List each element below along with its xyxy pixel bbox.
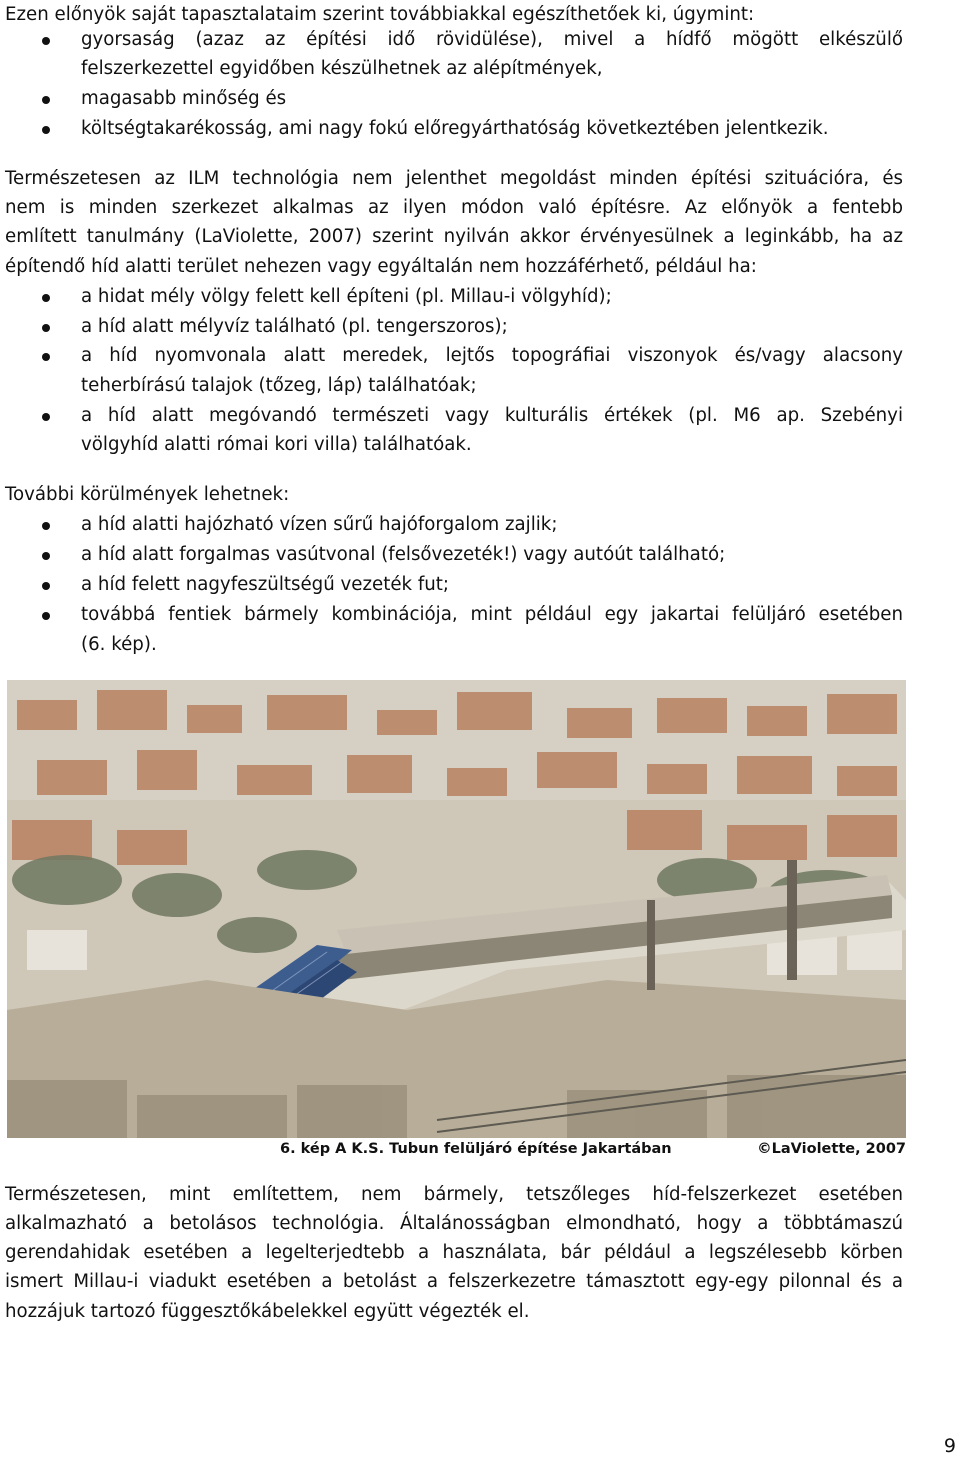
- paragraph-line: ismert Millau-i viadukt esetében a betolást a felszerkezetre támasztott egy-egy pilonnal és a: [5, 1271, 903, 1292]
- condition-item-cont: teherbírású talajok (tőzeg, láp) találhatóak;: [81, 375, 477, 396]
- bridge-construction-photo: [7, 680, 906, 1138]
- paragraph-line: gerendahidak esetében a legelterjedtebb a használata, bár például a legszélesebb körben: [5, 1242, 903, 1263]
- paragraph-line: Természetesen az ILM technológia nem jelenthet megoldást minden építési szituációra, és: [5, 168, 903, 189]
- bullet-dot: [42, 294, 50, 302]
- bullet-dot: [42, 324, 50, 332]
- photo-illustration: [7, 680, 906, 1138]
- paragraph-line: építendő híd alatti terület nehezen vagy egyáltalán nem hozzáférhető, például ha:: [5, 256, 757, 277]
- list-item-cost: költségtakarékosság, ami nagy fokú előregyárthatóság következtében jelentkezik.: [81, 118, 829, 139]
- list-item-speed-cont: felszerkezettel egyidőben készülhetnek az alépítmények,: [81, 58, 603, 79]
- list-item-speed: gyorsaság (azaz az építési idő rövidülése), mivel a hídfő mögött elkészülő: [81, 29, 903, 50]
- bullet-dot: [42, 126, 50, 134]
- circumstance-item: továbbá fentiek bármely kombinációja, mint például egy jakartai felüljáró esetében: [81, 604, 903, 625]
- paragraph-line: említett tanulmány (LaViolette, 2007) szerint nyilván akkor érvényesülnek a leginkább, ha az: [5, 226, 903, 247]
- paragraph-line: További körülmények lehetnek:: [5, 484, 290, 505]
- condition-item: a híd nyomvonala alatt meredek, lejtős topográfiai viszonyok és/vagy alacsony: [81, 345, 903, 366]
- paragraph-line: alkalmazható a betolásos technológia. Általánosságban elmondható, hogy a többtámaszú: [5, 1213, 903, 1234]
- intro-line: Ezen előnyök saját tapasztalataim szerint továbbiakkal egészíthetőek ki, úgymint:: [5, 4, 755, 25]
- paragraph-line: hozzájuk tartozó függesztőkábelekkel együtt végezték el.: [5, 1301, 530, 1322]
- circumstance-item: a híd felett nagyfeszültségű vezeték fut;: [81, 574, 450, 595]
- bullet-dot: [42, 37, 50, 45]
- circumstance-item: a híd alatti hajózható vízen sűrű hajóforgalom zajlik;: [81, 514, 558, 535]
- bullet-dot: [42, 582, 50, 590]
- list-item-quality: magasabb minőség és: [81, 88, 287, 109]
- circumstance-item: a híd alatt forgalmas vasútvonal (felsővezeték!) vagy autóút található;: [81, 544, 726, 565]
- condition-item: a híd alatt megóvandó természeti vagy kulturális értékek (pl. M6 ap. Szebényi: [81, 405, 903, 426]
- bullet-dot: [42, 96, 50, 104]
- bullet-dot: [42, 552, 50, 560]
- bullet-dot: [42, 353, 50, 361]
- bullet-dot: [42, 522, 50, 530]
- condition-item: a híd alatt mélyvíz található (pl. tengerszoros);: [81, 316, 508, 337]
- bullet-dot: [42, 612, 50, 620]
- circumstance-item-cont: (6. kép).: [81, 634, 157, 655]
- paragraph-line: Természetesen, mint említettem, nem bármely, tetszőleges híd-felszerkezet esetében: [5, 1184, 903, 1205]
- figure-credit: ©LaViolette, 2007: [757, 1141, 906, 1157]
- condition-item-cont: völgyhíd alatti római kori villa) találhatóak.: [81, 434, 472, 455]
- bullet-dot: [42, 413, 50, 421]
- condition-item: a hidat mély völgy felett kell építeni (pl. Millau-i völgyhíd);: [81, 286, 612, 307]
- paragraph-line: nem is minden szerkezet alkalmas az ilyen módon való építésre. Az előnyök a fentebb: [5, 197, 903, 218]
- figure-caption: 6. kép A K.S. Tubun felüljáró építése Jakartában: [280, 1141, 672, 1157]
- page-number: 9: [943, 1435, 956, 1457]
